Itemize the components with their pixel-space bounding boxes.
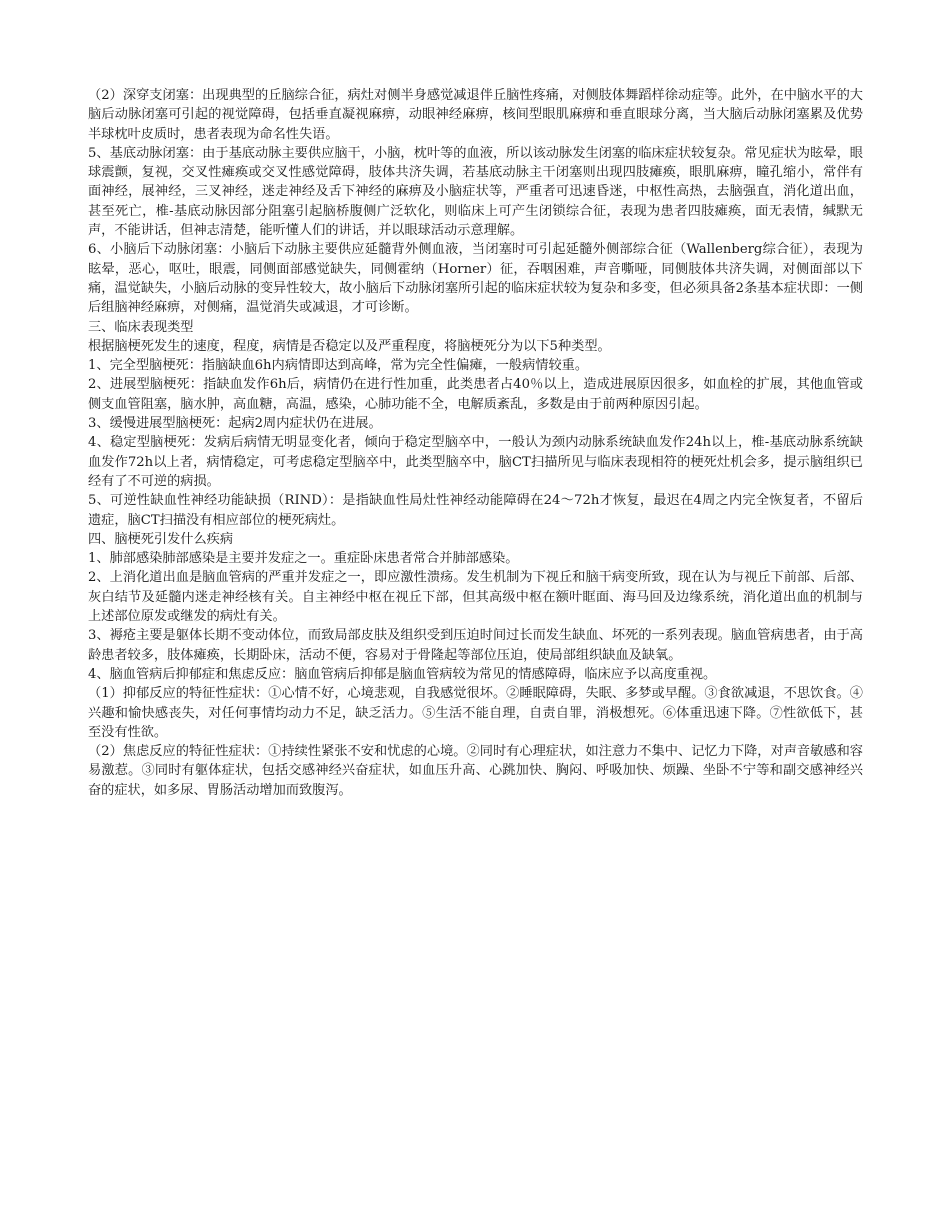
paragraph-anxiety-symptoms: （2）焦虑反应的特征性症状：①持续性紧张不安和忧虑的心境。②同时有心理症状，如注意力不集中、记忆力下降，对声音敏感和容易激惹。③同时有躯体症状，包括交感神经兴奋症状，如血压升高、心跳加快、胸闷、呼吸加快、烦躁、坐卧不宁等和副交感神经兴奋的症状，如多尿、胃肠活动增加而致腹泻。 <box>88 744 863 798</box>
paragraph-progressive-type: 2、进展型脑梗死：指缺血发作6h后，病情仍在进行性加重，此类患者占40％以上，造成进展原因很多，如血栓的扩展，其他血管或侧支血管阻塞，脑水肿，高血糖，高温，感染，心肺功能不全，电解质紊乱，多数是由于前两种原因引起。 <box>88 377 863 412</box>
paragraph-stable-type: 4、稳定型脑梗死：发病后病情无明显变化者，倾向于稳定型脑卒中，一般认为颈内动脉系统缺血发作24h以上，椎-基底动脉系统缺血发作72h以上者，病情稳定，可考虑稳定型脑卒中，此类型脑卒中，脑CT扫描所见与临床表现相符的梗死灶机会多，提示脑组织已经有了不可逆的病损。 <box>88 435 863 489</box>
paragraph-basilar-artery-occlusion: 5、基底动脉闭塞：由于基底动脉主要供应脑干，小脑，枕叶等的血液，所以该动脉发生闭塞的临床症状较复杂。常见症状为眩晕，眼球震颤，复视，交叉性瘫痪或交叉性感觉障碍，肢体共济失调，若基底动脉主干闭塞则出现四肢瘫痪，眼肌麻痹，瞳孔缩小，常伴有面神经，展神经，三叉神经，迷走神经及舌下神经的麻痹及小脑症状等，严重者可迅速昏迷，中枢性高热，去脑强直，消化道出血，甚至死亡，椎-基底动脉因部分阻塞引起脑桥腹侧广泛软化，则临床上可产生闭锁综合征，表现为患者四肢瘫痪，面无表情，缄默无声，不能讲话，但神志清楚，能听懂人们的讲话，并以眼球活动示意理解。 <box>88 145 863 239</box>
paragraph-gi-bleeding: 2、上消化道出血是脑血管病的严重并发症之一，即应激性溃疡。发生机制为下视丘和脑干病变所致，现在认为与视丘下前部、后部、灰白结节及延髓内迷走神经核有关。自主神经中枢在视丘下部，但其高级中枢在额叶眶面、海马回及边缘系统，消化道出血的机制与上述部位原发或继发的病灶有关。 <box>88 570 863 625</box>
paragraph-bedsores: 3、褥疮主要是躯体长期不变动体位，而致局部皮肤及组织受到压迫时间过长而发生缺血、坏死的一系列表现。脑血管病患者，由于高龄患者较多，肢体瘫痪，长期卧床，活动不便，容易对于骨隆起等部位压迫，使局部组织缺血及缺氧。 <box>88 628 863 663</box>
paragraph-pica-occlusion: 6、小脑后下动脉闭塞：小脑后下动脉主要供应延髓背外侧血液，当闭塞时可引起延髓外侧部综合征（Wallenberg综合征），表现为眩晕，恶心，呕吐，眼震，同侧面部感觉缺失，同侧霍纳（Horner）征，吞咽困难，声音嘶哑，同侧肢体共济失调，对侧面部以下痛，温觉缺失，小脑后动脉的变异性较大，故小脑后下动脉闭塞所引起的临床症状较为复杂和多变，但必须具备2条基本症状即：一侧后组脑神经麻痹，对侧痛，温觉消失或减退，才可诊断。 <box>88 242 863 316</box>
section-heading-clinical-types: 三、临床表现类型 <box>88 319 194 335</box>
paragraph-slow-progressive-type: 3、缓慢进展型脑梗死：起病2周内症状仍在进展。 <box>88 416 382 432</box>
paragraph-pulmonary-infection: 1、肺部感染肺部感染是主要并发症之一。重症卧床患者常合并肺部感染。 <box>88 551 519 567</box>
document-page <box>88 86 863 800</box>
paragraph-rind-type: 5、可逆性缺血性神经功能缺损（RIND）：是指缺血性局灶性神经动能障碍在24～72h才恢复，最迟在4周之内完全恢复者，不留后遗症，脑CT扫描没有相应部位的梗死病灶。 <box>88 493 863 528</box>
paragraph-complete-type: 1、完全型脑梗死：指脑缺血6h内病情即达到高峰，常为完全性偏瘫，一般病情较重。 <box>88 358 589 374</box>
paragraph-types-intro: 根据脑梗死发生的速度，程度，病情是否稳定以及严重程度，将脑梗死分为以下5种类型。 <box>88 338 611 354</box>
paragraph-deep-branch-occlusion: （2）深穿支闭塞：出现典型的丘脑综合征，病灶对侧半身感觉减退伴丘脑性疼痛，对侧肢体舞蹈样徐动症等。此外，在中脑水平的大脑后动脉闭塞可引起的视觉障碍，包括垂直凝视麻痹，动眼神经麻痹，核间型眼肌麻痹和垂直眼球分离，当大脑后动脉闭塞累及优势半球枕叶皮质时，患者表现为命名性失语。 <box>88 88 863 142</box>
paragraph-depression-anxiety: 4、脑血管病后抑郁症和焦虑反应：脑血管病后抑郁是脑血管病较为常见的情感障碍，临床应予以高度重视。 <box>88 666 717 682</box>
section-heading-complications: 四、脑梗死引发什么疾病 <box>88 531 234 547</box>
paragraph-depression-symptoms: （1）抑郁反应的特征性症状：①心情不好，心境悲观，自我感觉很坏。②睡眠障碍，失眠、多梦或早醒。③食欲减退，不思饮食。④兴趣和愉快感丧失，对任何事情均动力不足，缺乏活力。⑤生活不能自理，自责自罪，消极想死。⑥体重迅速下降。⑦性欲低下，甚至没有性欲。 <box>88 686 863 740</box>
